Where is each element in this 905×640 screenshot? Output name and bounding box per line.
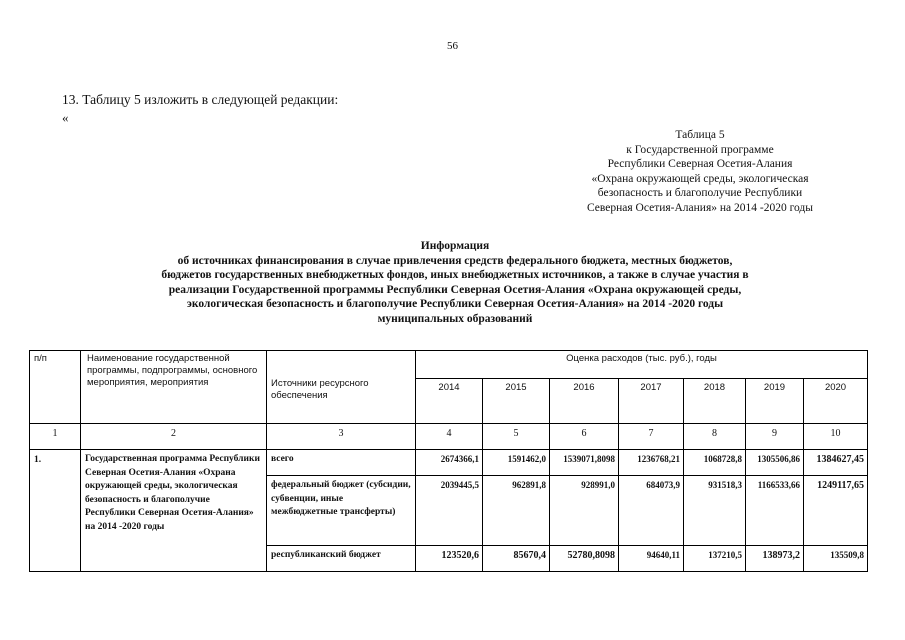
value-cell: 1068728,8 [684,450,746,476]
funding-table [29,350,868,572]
header-source: Источники ресурсного обеспечения [267,351,416,424]
value-cell: 1384627,45 [804,450,868,476]
column-number: 9 [746,424,804,450]
heading-line: муниципальных образований [377,312,533,325]
header-year: 2020 [804,379,868,424]
column-number: 2 [81,424,267,450]
source-label: федеральный бюджет (субсидии, субвенции, иные межбюджетные трансферты) [267,476,416,546]
column-number: 3 [267,424,416,450]
opening-quote: « [62,110,69,125]
column-number: 8 [684,424,746,450]
header-year: 2015 [483,379,550,424]
value-cell: 1236768,21 [619,450,684,476]
header-year: 2016 [550,379,619,424]
column-number: 7 [619,424,684,450]
heading-line: бюджетов государственных внебюджетных фондов, иных внебюджетных источников, а также в случае участия в [161,269,749,281]
value-cell: 1249117,65 [804,476,868,546]
header-year: 2014 [416,379,483,424]
value-cell: 1166533,66 [746,476,804,546]
value-cell: 94640,11 [619,546,684,572]
header-pp: п/п [30,351,81,424]
value-cell: 684073,9 [619,476,684,546]
heading-line: экологическая безопасность и благополучие Республики Северная Осетия-Алания» на 2014 -2020 годы [186,298,724,310]
value-cell: 1305506,86 [746,450,804,476]
value-cell: 137210,5 [684,546,746,572]
document-heading [40,239,870,326]
value-cell: 2674366,1 [416,450,483,476]
value-cell: 931518,3 [684,476,746,546]
program-name: Государственная программа Республики Северная Осетия-Алания «Охрана окружающей среды, экологическая безопасность и благополучие Республики Северная Осетия-Алания» на 2014 -2020 годы [81,450,267,572]
page-number: 56 [447,40,458,52]
header-year: 2017 [619,379,684,424]
heading-line: реализации Государственной программы Республики Северная Осетия-Алания «Охрана окружающей среды, [168,283,742,296]
value-cell: 52780,8098 [550,546,619,572]
header-year: 2019 [746,379,804,424]
value-cell: 1591462,0 [483,450,550,476]
header-estimate: Оценка расходов (тыс. руб.), годы [416,351,868,379]
column-number: 10 [804,424,868,450]
caption-line: Таблица 5 [675,129,725,141]
value-cell: 962891,8 [483,476,550,546]
value-cell: 135509,8 [804,546,868,572]
value-cell: 138973,2 [746,546,804,572]
caption-line: безопасность и благополучие Республики [597,187,803,199]
caption-line: «Охрана окружающей среды, экологическая [591,172,809,185]
column-number: 4 [416,424,483,450]
caption-line: Северная Осетия-Алания» на 2014 -2020 годы [586,201,814,214]
column-number: 1 [30,424,81,450]
header-year: 2018 [684,379,746,424]
source-label: республиканский бюджет [267,546,416,572]
value-cell: 123520,6 [416,546,483,572]
column-number: 5 [483,424,550,450]
value-cell: 85670,4 [483,546,550,572]
heading-title: Информация [420,240,490,252]
column-number: 6 [550,424,619,450]
table-row [30,450,868,476]
caption-line: к Государственной программе [626,143,774,156]
table-caption [540,128,860,215]
caption-line: Республики Северная Осетия-Алания [607,158,793,170]
value-cell: 2039445,5 [416,476,483,546]
source-label: всего [267,450,416,476]
value-cell: 1539071,8098 [550,450,619,476]
heading-line: об источниках финансирования в случае привлечения средств федерального бюджета, местных бюджетов, [177,254,733,267]
header-name: Наименование государственной программы, подпрограммы, основного мероприятия, мероприятия [81,351,267,424]
amendment-intro: 13. Таблицу 5 изложить в следующей редакции: [62,92,339,107]
row-number: 1. [30,450,81,572]
value-cell: 928991,0 [550,476,619,546]
